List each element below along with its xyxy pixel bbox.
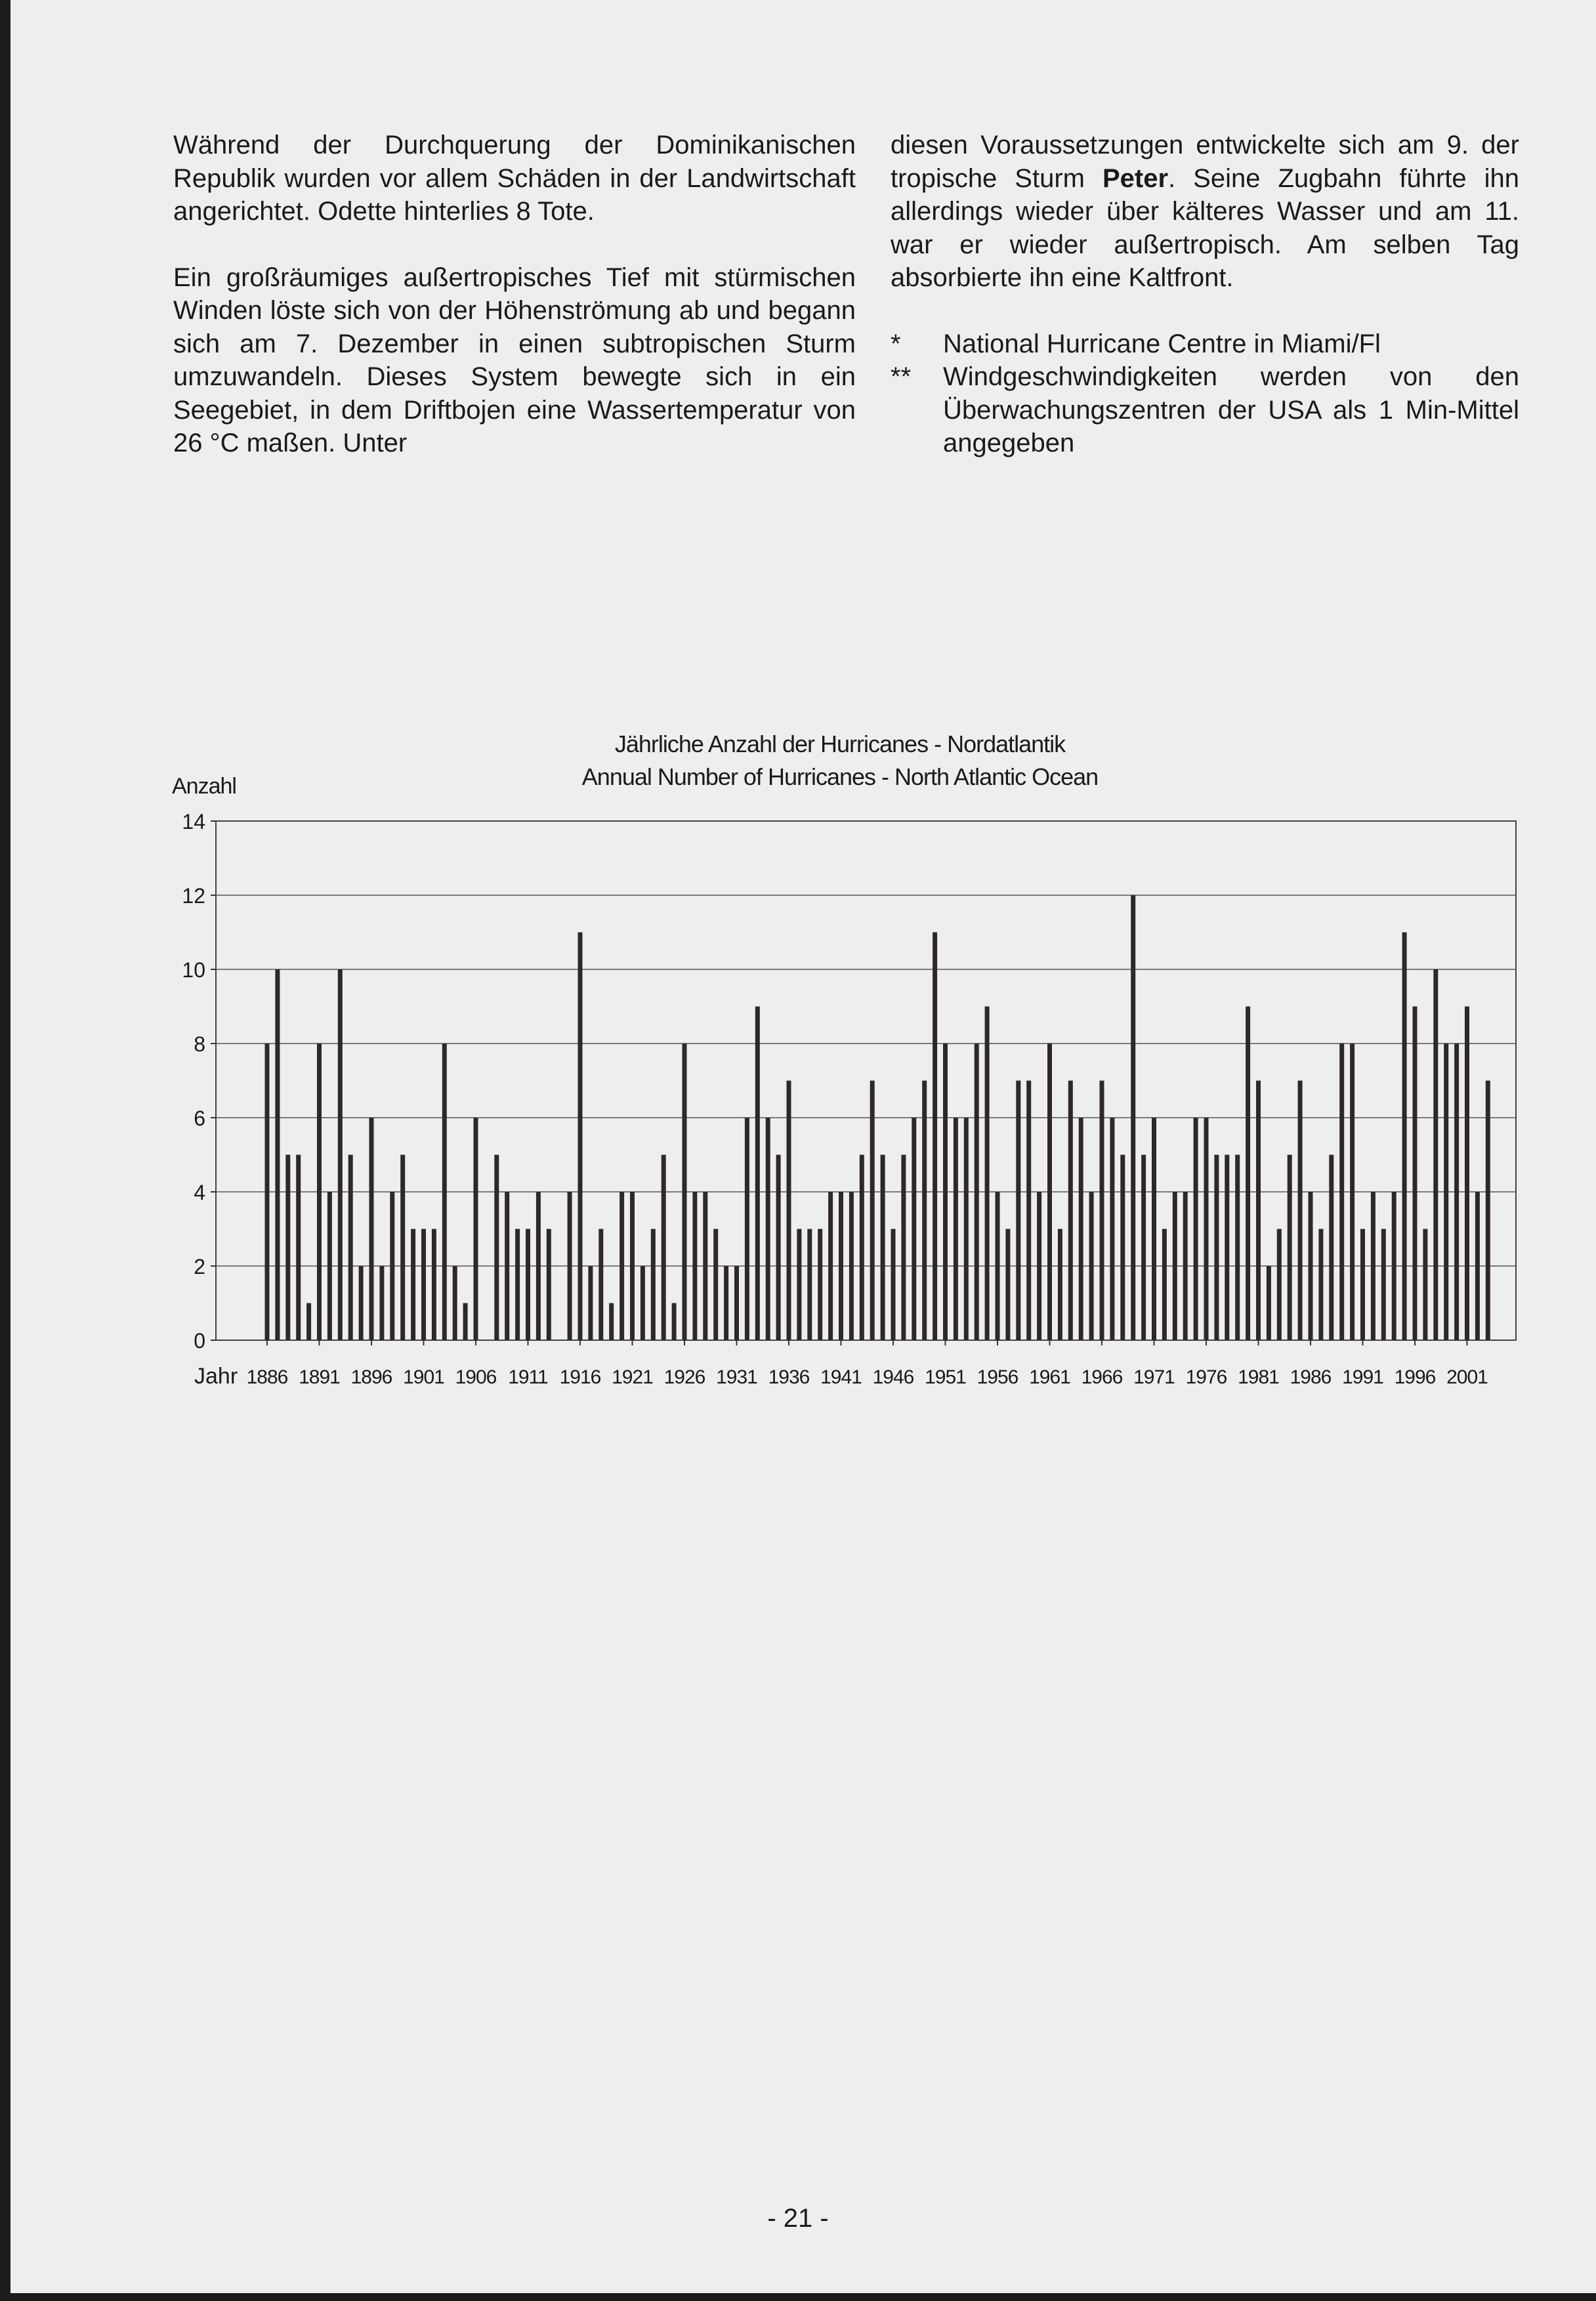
bar [1005,1229,1010,1341]
x-tick-label: 1926 [663,1366,705,1388]
bar [692,1192,697,1340]
bar [1246,1007,1250,1341]
chart-subtitle: Annual Number of Hurricanes - North Atlantic Ocean [581,763,1099,790]
x-tick-label: 1886 [246,1366,288,1388]
bar [682,1044,687,1340]
bar [975,1044,979,1340]
bar [1402,933,1407,1341]
plot-frame [216,821,1516,1340]
page-number: - 21 - [767,2204,829,2233]
bar [609,1303,614,1341]
bar [1329,1155,1334,1341]
x-tick-label: 1891 [299,1366,340,1388]
bar [807,1229,812,1341]
bar [724,1266,728,1340]
bar [1350,1044,1354,1340]
bar [1204,1118,1209,1340]
bar [996,1192,1000,1340]
bar [1225,1155,1229,1341]
bar [453,1266,457,1340]
paragraph-end: . Seine Zugbahn führte ihn allerdings wieder über kälteres Wasser und am 11. war er wieder außertropisch. Am selben Tag absorbierte ihn eine Kaltfront. [891,163,1519,292]
bar [285,1155,290,1341]
x-tick-label: 1916 [559,1366,601,1388]
bar [1194,1118,1198,1340]
bar [1465,1007,1469,1341]
x-tick-label: 1961 [1029,1366,1070,1388]
x-tick-label: 1986 [1290,1366,1332,1388]
scan-border-bottom [0,2293,1596,2301]
x-tick-label: 1921 [612,1366,653,1388]
bar [494,1155,499,1341]
x-tick-label: 1996 [1394,1366,1436,1388]
footnote-1 [891,327,1519,361]
bar [818,1229,822,1341]
bar [327,1192,332,1340]
bar [338,969,343,1340]
bar [526,1229,530,1341]
bar [1068,1081,1073,1341]
bar [651,1229,656,1341]
x-tick-label: 1906 [455,1366,497,1388]
bar [1267,1266,1271,1340]
y-tick-label: 14 [182,810,205,834]
bar [1173,1192,1177,1340]
bar [578,933,583,1341]
footnote-text: Windgeschwindigkeiten werden von den Überwachungszentren der USA als 1 Min-Mittel angegeben [943,362,1519,457]
bar [1486,1081,1490,1341]
x-tick-label: 1966 [1081,1366,1123,1388]
bar [734,1266,739,1340]
bar [1110,1118,1114,1340]
bar [1298,1081,1303,1341]
bar [588,1266,593,1340]
paragraph [891,129,1519,295]
bar [881,1155,885,1341]
bar [306,1303,311,1341]
bar [474,1118,478,1340]
bar [515,1229,520,1341]
bar [536,1192,541,1340]
chart-title: Jährliche Anzahl der Hurricanes - Nordatlantik [614,730,1066,757]
x-tick-label: 1976 [1185,1366,1227,1388]
bar [505,1192,509,1340]
bar [1120,1155,1125,1341]
bar [891,1229,896,1341]
scan-border-left [0,0,10,2301]
x-tick-label: 1981 [1238,1366,1279,1388]
bar [1152,1118,1156,1340]
bar [640,1266,645,1340]
right-column [891,129,1519,460]
y-axis-label: Anzahl [172,774,236,799]
bar [442,1044,447,1340]
bar [703,1192,707,1340]
bar [348,1155,353,1341]
footnote-mark: * [891,329,901,358]
bar [390,1192,394,1340]
x-axis-label: Jahr [194,1364,238,1389]
y-tick-label: 8 [194,1032,205,1056]
bar [745,1118,749,1340]
y-tick-label: 6 [194,1107,205,1130]
bar [713,1229,718,1341]
bar [1058,1229,1062,1341]
bar [766,1118,770,1340]
bar [1214,1155,1219,1341]
x-tick-label: 1971 [1133,1366,1175,1388]
y-tick-label: 0 [194,1329,205,1353]
bar [568,1192,572,1340]
bar [787,1081,791,1341]
y-tick-label: 2 [194,1255,205,1278]
y-tick-label: 12 [182,884,205,908]
bar [870,1081,875,1341]
bar [1037,1192,1041,1340]
bar [1016,1081,1020,1341]
x-tick-label: 1941 [820,1366,862,1388]
footnote-text: National Hurricane Centre in Miami/Fl [943,329,1381,358]
bar [1079,1118,1083,1340]
bar [964,1118,969,1340]
paragraph-start: diesen Voraussetzungen entwickelte sich am 9. der tropische Sturm [891,131,1519,193]
bar [547,1229,551,1341]
x-tick-label: 1896 [350,1366,392,1388]
bar [1360,1229,1365,1341]
bar [1413,1007,1418,1341]
left-column [173,129,856,493]
bar [901,1155,906,1341]
bar [849,1192,854,1340]
y-tick-label: 4 [194,1181,205,1204]
x-tick-label: 1951 [925,1366,966,1388]
bar [922,1081,927,1341]
bar [275,969,280,1340]
bar [1433,969,1438,1340]
footnote-2 [891,360,1519,460]
bar [265,1044,270,1340]
bar [839,1192,843,1340]
x-tick-label: 1931 [716,1366,757,1388]
y-tick-label: 10 [182,958,205,982]
bar [1183,1192,1188,1340]
bar [432,1229,436,1341]
bar [797,1229,801,1341]
x-tick-label: 1956 [976,1366,1018,1388]
bar [1100,1081,1104,1341]
bar [1381,1229,1386,1341]
bar [400,1155,405,1341]
bar [1288,1155,1292,1341]
bar [1235,1155,1240,1341]
bar [630,1192,635,1340]
bar [912,1118,916,1340]
bar [1454,1044,1459,1340]
bar [369,1118,374,1340]
bar [662,1155,666,1341]
storm-name: Peter [1102,163,1169,193]
bar [943,1044,948,1340]
bar [1475,1192,1480,1340]
bar [1026,1081,1031,1341]
bar [755,1007,760,1341]
bar [828,1192,833,1340]
bar [1444,1044,1448,1340]
bar [1423,1229,1427,1341]
x-tick-label: 1901 [403,1366,444,1388]
bar [985,1007,990,1341]
paragraph: Während der Durchquerung der Dominikanischen Republik wurden vor allem Schäden in der Landwirtschaft angerichtet. Odette hinterlies 8 Tote. [173,131,856,226]
bar [296,1155,301,1341]
bar [1309,1192,1313,1340]
bar [1339,1044,1344,1340]
x-tick-label: 2001 [1446,1366,1488,1388]
bar [317,1044,322,1340]
x-tick-label: 1946 [872,1366,914,1388]
bar [411,1229,415,1341]
x-tick-label: 1936 [768,1366,810,1388]
bar [933,933,937,1341]
bar [1047,1044,1052,1340]
bar [1089,1192,1094,1340]
bar [598,1229,603,1341]
bar [1277,1229,1282,1341]
bar [359,1266,364,1340]
footnote-mark: ** [891,362,912,391]
bar [1131,895,1135,1340]
bar [1392,1192,1396,1340]
bar [860,1155,864,1341]
x-tick-label: 1991 [1342,1366,1383,1388]
bar [620,1192,624,1340]
bar [672,1303,677,1341]
bar [1318,1229,1323,1341]
paragraph: Ein großräumiges außertropisches Tief mit stürmischen Winden löste sich von der Höhenströmung ab und begann sich am 7. Dezember in einen subtropischen Sturm umzuwandeln. Dieses System bewegte sich in ein Seegebiet, in dem Driftbojen eine Wassertemperatur von 26 °C maßen. Unter [173,263,856,457]
bar [1162,1229,1167,1341]
bar [1256,1081,1261,1341]
bar [421,1229,426,1341]
x-tick-label: 1911 [508,1366,548,1388]
bar [776,1155,781,1341]
bar [1371,1192,1376,1340]
bar [1141,1155,1146,1341]
bar [954,1118,958,1340]
bar [379,1266,384,1340]
bar [463,1303,468,1341]
